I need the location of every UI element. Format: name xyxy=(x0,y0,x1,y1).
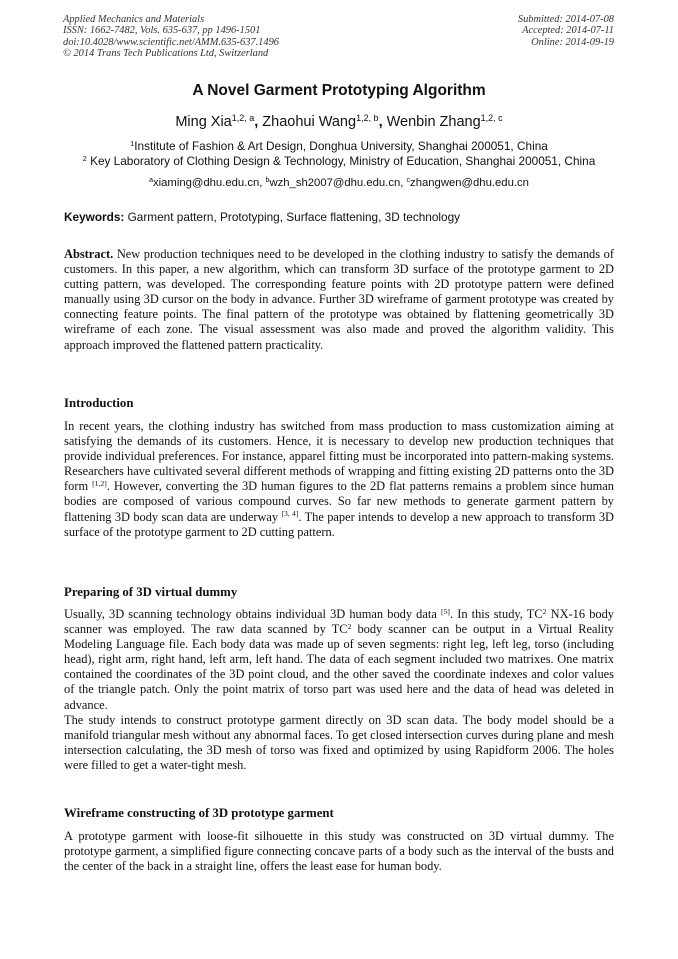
online-date: Online: 2014-09-19 xyxy=(531,36,614,48)
keywords xyxy=(64,210,616,225)
submitted-date: Submitted: 2014-07-08 xyxy=(517,14,614,25)
author-affiliation-mark: 1,2, c xyxy=(480,113,503,124)
journal-issn: ISSN: 1662-7482, Vols. 635-637, pp 1496-1501 xyxy=(63,25,261,37)
email-mark: a xyxy=(149,177,153,185)
section-heading-wireframe: Wireframe constructing of 3D prototype garment xyxy=(64,806,334,820)
paragraph-text: NX-16 body scanner was employed. The raw data scanned by TC xyxy=(64,607,614,637)
section-heading-introduction: Introduction xyxy=(64,396,134,410)
citation: [3, 4] xyxy=(281,509,299,519)
journal-doi: doi:10.4028/www.scientific.net/AMM.635-637.1496 xyxy=(63,36,279,48)
preparing-paragraph-2: The study intends to construct prototype garment directly on 3D scan data. The body model should be a manifold triangular mesh without any abnormal faces. To get closed intersection curves during plane and mesh intersection calculating, the 3D mesh of torso was fixed and optimized by using Rapidform 2006. The holes were filled to get a water-tight mesh. xyxy=(64,712,614,772)
abstract-label: Abstract. xyxy=(64,247,114,261)
citation: [5] xyxy=(440,606,450,616)
author-name: Ming Xia xyxy=(175,114,232,130)
journal-header xyxy=(63,14,279,59)
email-link[interactable]: zhangwen@dhu.edu.cn xyxy=(410,177,529,189)
wireframe-paragraph: A prototype garment with loose-fit silhouette in this study was constructed on 3D virtual dummy. The prototype garment, a simplified figure connecting concave parts of a body such as the interval of the busts and the center of the back in a straight line, offers the least ease for human body. xyxy=(64,829,614,874)
citation: [1,2] xyxy=(92,479,107,489)
affiliation-mark: 1 xyxy=(130,138,135,148)
author-name: Wenbin Zhang xyxy=(386,114,481,130)
journal-copyright: © 2014 Trans Tech Publications Ltd, Switzerland xyxy=(63,47,269,59)
introduction-paragraph xyxy=(64,419,614,540)
author-affiliation-mark: 1,2, a xyxy=(231,113,255,124)
paragraph-text: Usually, 3D scanning technology obtains individual 3D human body data xyxy=(64,607,441,621)
abstract-text: New production techniques need to be developed in the clothing industry to satisfy the demands of customers. In this paper, a new algorithm, which can transform 3D surface of the prototype garment to 2D cutting pattern, was developed. The corresponding feature points with 2D prototype pattern were defined manually using 3D cursor on the body in advance. Further 3D wireframe of garment prototype was created by connecting feature points. The final pattern of the prototype was obtained by flattening geometrically 3D wireframe of each zone. The visual assessment was also made and proved the algorithm validity. This approach improved the flattened pattern practicality. xyxy=(64,247,614,352)
paragraph-text: . However, converting the 3D human figures to the 2D flat patterns remains a problem since human bodies are composed of various compound curves. So far new methods to generate garment pattern by flattening 3D body scan data are underway xyxy=(64,479,614,524)
journal-name: Applied Mechanics and Materials xyxy=(63,14,205,25)
dates-header xyxy=(518,14,614,48)
email-mark: c xyxy=(406,177,411,185)
section-heading-preparing: Preparing of 3D virtual dummy xyxy=(64,585,238,599)
affiliation-text: Institute of Fashion & Art Design, Donghua University, Shanghai 200051, China xyxy=(134,139,548,153)
abstract xyxy=(64,247,614,353)
paragraph-text: . The paper intends to develop a new approach to transform 3D surface of the prototype garment to 2D cutting pattern. xyxy=(64,509,614,539)
accepted-date: Accepted: 2014-07-11 xyxy=(522,25,614,37)
paragraph-text: . In this study, TC xyxy=(449,607,543,621)
paragraph-text: body scanner can be output in a Virtual Reality Modeling Language file. Each body data was made up of seven segments: right leg, left leg, torso (including head), right arm, right hand, left arm, left hand. The data of each segment included two matrixes. One matrix contained the coordinates of the 3D point cloud, and the other saved the coordinate indexes and color values of the triangle patch. Only the point matrix of torso part was used here and the data of head was deleted in advance. xyxy=(64,622,614,712)
preparing-paragraph xyxy=(64,607,614,773)
superscript: 2 xyxy=(542,606,547,616)
affiliation-text: Key Laboratory of Clothing Design & Technology, Ministry of Education, Shanghai 200051, China xyxy=(86,154,596,168)
affiliation-2 xyxy=(0,154,678,168)
email-link[interactable]: xiaming@dhu.edu.cn, xyxy=(152,177,266,189)
author-name: Zhaohui Wang xyxy=(262,114,357,130)
paragraph-text: In recent years, the clothing industry has switched from mass production to mass customization aiming at satisfying the demands of its customers. Hence, it is necessary to develop new production techniques that provide individual preferences. For instance, apparel fitting must be incorporated into pattern-making systems. Researchers have cultivated several different methods of wrapping and fitting existing 2D patterns onto the 3D form xyxy=(64,419,614,494)
keywords-text: Garment pattern, Prototyping, Surface flattening, 3D technology xyxy=(124,210,461,224)
affiliation-1 xyxy=(0,139,678,153)
author-emails xyxy=(0,176,678,190)
superscript: 2 xyxy=(347,621,352,631)
author-list: Ming Xia$^{1,2, a}$, Zhaohui Wang$^{1,2, b}$, Wenbin Zhang$^{1,2, c}$ xyxy=(175,113,503,130)
affiliation-mark: 2 xyxy=(82,153,87,163)
keywords-label: Keywords: xyxy=(64,210,125,224)
email-mark: b xyxy=(265,177,270,185)
paper-title: A Novel Garment Prototyping Algorithm xyxy=(192,82,486,99)
email-link[interactable]: wzh_sh2007@dhu.edu.cn, xyxy=(269,177,407,189)
author-affiliation-mark: 1,2, b xyxy=(356,113,379,124)
